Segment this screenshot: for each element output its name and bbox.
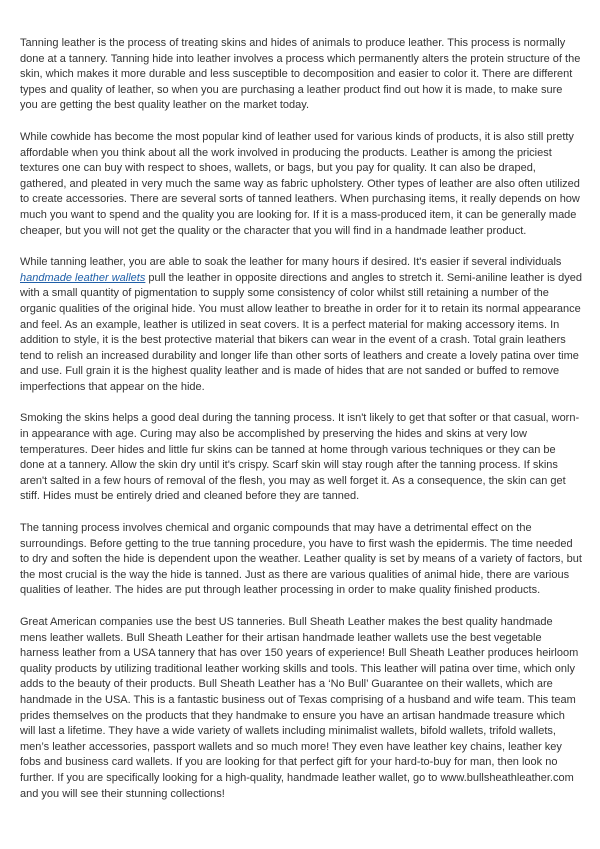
handmade-leather-wallets-link[interactable]: handmade leather wallets (20, 271, 146, 284)
paragraph-tanning-process: The tanning process involves chemical and organic compounds that may have a detrimental effect on the surroundings. Before getting to the true tanning procedure, you have to first wash the epidermis. The time needed to dry and soften the hide is dependent upon the weather. Leather quality is set by means of a variety of factors, but the most crucial is the way the hide is tanned. Just as there are various qualities of animal hide, there are various qualities of leather. The hides are put through leather processing in order to make quality finished products. (20, 522, 582, 597)
paragraph-cowhide: While cowhide has become the most popular kind of leather used for various kinds of products, it is also still pretty affordable when you think about all the work involved in producing the products. Leather is among the priciest textures one can buy with respect to shoes, wallets, or bags, but you pay for quality. It can also be draped, gathered, and pleated in very much the same way as fabric upholstery. Other types of leather are also often utilized to create accessories. There are several sorts of tanned leathers. When purchasing items, it really depends on how much you want to spend and the quality you are looking for. If it is a mass-produced item, it can be generally made cheaper, but you will not get the quality or the character that you will find in a handmade leather product. (20, 130, 580, 237)
paragraph-smoking-skins: Smoking the skins helps a good deal during the tanning process. It isn't likely to get that softer or that casual, worn-in appearance with age. Curing may also be accomplished by preserving the hides and skins at very low temperatures. Deer hides and little fur skins can be tanned at home through various techniques or they can be done at a tannery. Allow the skin dry until it's crispy. Scarf skin will stay rough after the tanning process. If skins aren't salted in a few hours of removal of the flesh, you may as well forget it. As a consequence, the skin can get stiff. Hides must be entirely dried and cleaned before they are tanned. (20, 412, 580, 503)
article-body (20, 36, 582, 802)
paragraph-soaking-leather (20, 255, 582, 395)
paragraph-text-after-link: pull the leather in opposite directions and angles to stretch it. Semi-aniline leather is dyed with a small quantity of pigmentation to supply some consistency of color whilst still retaining a number of the organic qualities of the original hide. You must allow leather to breathe in order for it to retain its normal appearance and feel. As an example, leather is utilized in seat covers. It is a perfect material for making accessory items. In addition to style, it is the best protective material that bikers can wear in the event of a crash. Total grain leathers tend to relish an increased durability and longer life than other sorts of leathers and create a lovely patina over time and use. Full grain it is the highest quality leather and is made of hides that are not sanded or buffed to remove imperfections that appear on the hide. (20, 271, 582, 393)
paragraph-text-before-link: While tanning leather, you are able to soak the leather for many hours if desired. It's easier if several individuals (20, 256, 562, 269)
paragraph-tanning-intro: Tanning leather is the process of treating skins and hides of animals to produce leather. This process is normally done at a tannery. Tanning hide into leather involves a process which permanently alters the protein structure of the skin, which makes it more durable and less susceptible to decomposition and easier to color it. There are different types and quality of leather, so when you are purchasing a leather product find out how it is made, to make sure you are getting the best quality leather on the market today. (20, 37, 581, 112)
paragraph-bull-sheath-leather: Great American companies use the best US tanneries. Bull Sheath Leather makes the best quality handmade mens leather wallets. Bull Sheath Leather for their artisan handmade leather wallets use the best vegetable harness leather from a USA tannery that has over 150 years of experience! Bull Sheath Leather produces heirloom quality products by utilizing traditional leather working skills and tools. This leather will patina over time, which only adds to the beauty of their products. Bull Sheath Leather has a ‘No Bull’ Guarantee on their wallets, which are handmade in the USA. This is a fantastic business out of Texas comprising of a husband and wife team. This team prides themselves on the products that they handmake to ensure you have an artisan handmade treasure which will last a lifetime. They have a wide variety of wallets including minimalist wallets, bifold wallets, trifold wallets, men’s leather accessories, passport wallets and so much more! They even have leather key chains, leather key fobs and business card wallets. If you are looking for that perfect gift for your hard-to-buy for man, then look no further. If you are specifically looking for a high-quality, handmade leather wallet, go to www.bullsheathleather.com and you will see their stunning collections! (20, 616, 579, 800)
